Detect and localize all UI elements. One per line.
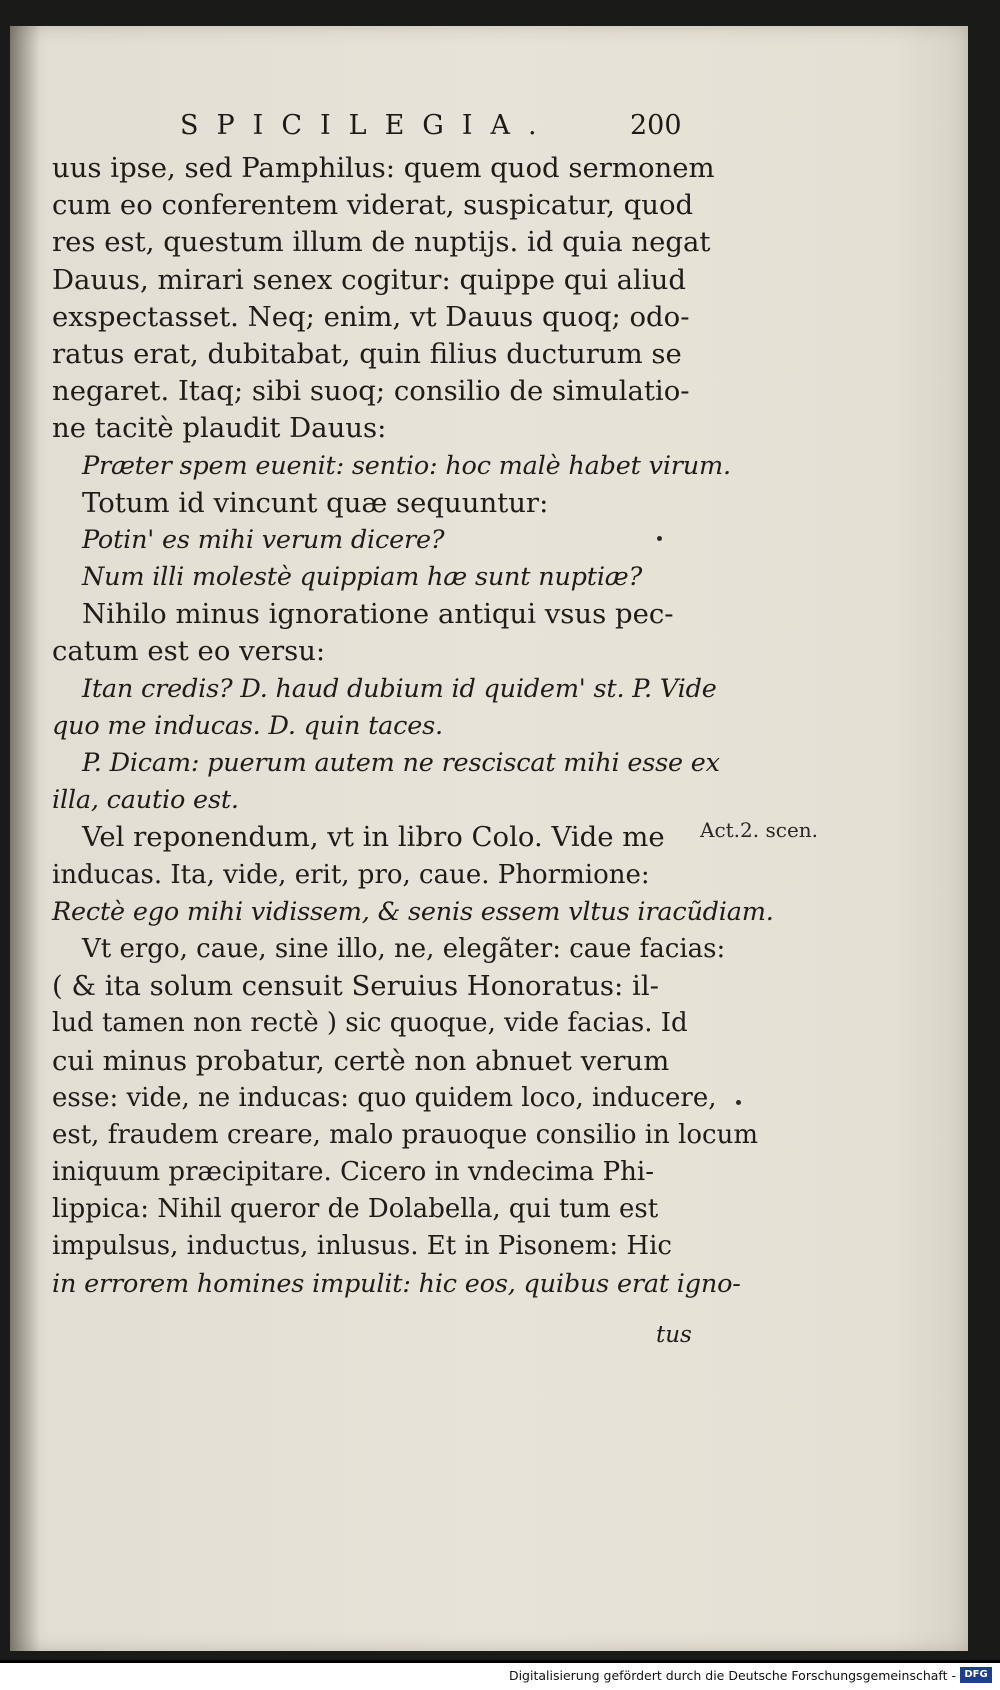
text-line: lippica: Nihil queror de Dolabella, qui tum est (52, 1194, 659, 1225)
text-line: iniquum præcipitare. Cicero in vndecima Phi- (52, 1157, 654, 1188)
text-line: Vt ergo, caue, sine illo, ne, elegãter: caue facias: (82, 933, 726, 964)
footer-credit: Digitalisierung gefördert durch die Deutsche Forschungsgemeinschaft - (508, 1668, 956, 1683)
text-line: Dauus, mirari senex cogitur: quippe qui aliud (52, 263, 686, 296)
dfg-logo: DFG (960, 1667, 992, 1683)
text-line: inducas. Ita, vide, erit, pro, caue. Phormione: (52, 859, 650, 890)
text-line: ( & ita solum censuit Seruius Honoratus: il- (52, 970, 659, 1003)
text-line: Num illi molestè quippiam hæ sunt nuptiæ? (82, 562, 643, 593)
text-line: lud tamen non rectè ) sic quoque, vide facias. Id (52, 1008, 688, 1039)
text-line: Vel reponendum, vt in libro Colo. Vide me (82, 821, 665, 854)
text-line: exspectasset. Neq; enim, vt Dauus quoq; odo- (52, 300, 690, 333)
text-line: est, fraudem creare, malo prauoque consilio in locum (52, 1119, 758, 1150)
text-line: P. Dicam: puerum autem ne resciscat mihi esse ex (82, 748, 720, 778)
text-line: ratus erat, dubitabat, quin filius ducturum se (52, 337, 682, 370)
footer-bar (0, 1663, 1000, 1690)
text-line: Præter spem euenit: sentio: hoc malè habet virum. (82, 450, 731, 481)
text-line: cui minus probatur, certè non abnuet verum (52, 1044, 670, 1077)
text-line: res est, questum illum de nuptijs. id quia negat (52, 226, 711, 259)
text-line: catum est eo versu: (52, 635, 326, 668)
text-line: Rectè ego mihi vidissem, & senis essem vltus iracũdiam. (52, 896, 774, 927)
text-line: Itan credis? D. haud dubium id quidem' st. P. Vide (82, 673, 717, 704)
page-number: 200 (630, 110, 682, 141)
running-head: SPICILEGIA. (180, 110, 555, 141)
text-line: uus ipse, sed Pamphilus: quem quod sermonem (52, 152, 715, 184)
text-line: Totum id vincunt quæ sequuntur: (82, 486, 549, 519)
gutter-shadow (10, 26, 40, 1651)
text-line: Potin' es mihi verum dicere? (82, 524, 445, 555)
text-line: esse: vide, ne inducas: quo quidem loco, inducere, (52, 1082, 717, 1113)
text-line: negaret. Itaq; sibi suoq; consilio de simulatio- (52, 375, 690, 408)
text-line: impulsus, inductus, inlusus. Et in Pisonem: Hic (52, 1231, 672, 1262)
text-line: cum eo conferentem viderat, suspicatur, quod (52, 189, 694, 222)
ink-speck (736, 1100, 741, 1105)
text-line: illa, cautio est. (52, 785, 239, 816)
text-line: Nihilo minus ignoratione antiqui vsus pec- (82, 598, 674, 631)
text-line: quo me inducas. D. quin taces. (52, 710, 443, 741)
marginal-note: Act.2. scen. (700, 818, 819, 842)
catchword: tus (656, 1322, 692, 1348)
ink-speck (657, 536, 662, 541)
text-line: in errorem homines impulit: hic eos, quibus erat igno- (52, 1268, 741, 1299)
text-line: ne tacitè plaudit Dauus: (52, 412, 387, 445)
